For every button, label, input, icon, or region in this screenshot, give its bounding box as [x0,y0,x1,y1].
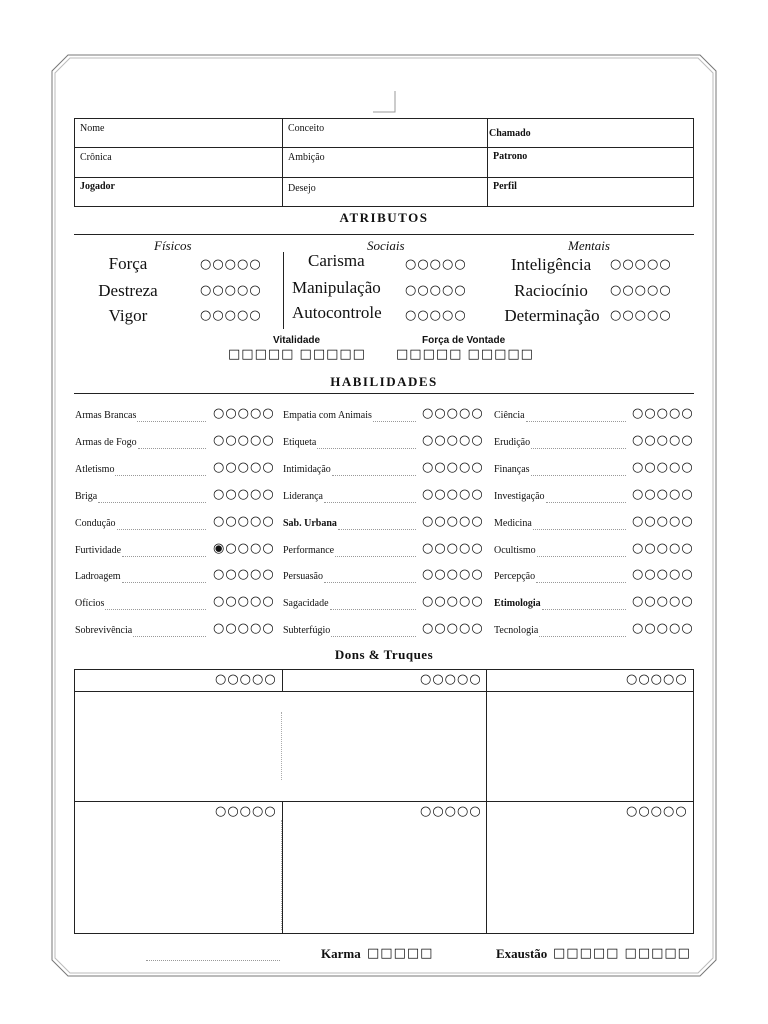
skill-name: Condução [75,518,116,529]
skill-dots[interactable]: ○○○○○ [422,433,484,448]
attr-carisma: Carisma [308,251,365,270]
gift-1-dots[interactable]: ○○○○○ [215,672,277,687]
character-info-table [74,118,694,207]
skill-dots[interactable]: ○○○○○ [213,594,275,609]
skill-name: Sagacidade [283,598,329,609]
gifts-title: Dons & Truques [334,647,434,662]
karma-boxes[interactable]: □□□□□ [367,946,434,961]
skill-dots[interactable]: ○○○○○ [632,487,694,502]
gift-5-dots[interactable]: ○○○○○ [420,804,482,819]
mental-head: Mentais [568,238,610,253]
skill-leader [324,582,416,583]
skill-name: Sab. Urbana [283,518,337,529]
skill-leader [330,609,416,610]
skill-leader [331,636,416,637]
skill-leader [324,502,416,503]
skill-dots[interactable]: ○○○○○ [213,460,275,475]
skill-name: Erudição [494,437,531,448]
exhaustion-boxes[interactable]: □□□□□ □□□□□ [553,946,691,961]
skill-dots[interactable]: ○○○○○ [213,621,275,636]
skill-dots[interactable]: ○○○○○ [213,406,275,421]
skill-name: Liderança [283,491,323,502]
field-jogador[interactable]: Jogador [80,181,115,192]
skill-leader [332,475,416,476]
gift-3-dots[interactable]: ○○○○○ [626,672,688,687]
skill-dots[interactable]: ○○○○○ [632,541,694,556]
attr-inteligencia-dots[interactable]: ○○○○○ [610,257,672,272]
attr-destreza-dots[interactable]: ○○○○○ [200,283,262,298]
skill-name: Ofícios [75,598,105,609]
skill-dots[interactable]: ○○○○○ [422,406,484,421]
skill-dots[interactable]: ○○○○○ [213,567,275,582]
skill-name: Ocultismo [494,545,536,556]
attr-determinacao: Determinação [504,306,600,325]
skill-leader [137,421,206,422]
gifts-grid [74,669,694,934]
field-conceito[interactable]: Conceito [288,123,325,134]
field-chamado[interactable]: Chamado [489,128,531,139]
physical-head: Físicos [154,238,192,253]
skill-leader [526,421,626,422]
skill-dots[interactable]: ○○○○○ [213,514,275,529]
skill-dots[interactable]: ○○○○○ [632,594,694,609]
skill-dots[interactable]: ○○○○○ [632,514,694,529]
skill-leader [317,448,416,449]
skill-name: Percepção [494,571,536,582]
skill-name: Etimologia [494,598,541,609]
footer-line [146,960,280,961]
skill-leader [105,609,206,610]
skill-dots[interactable]: ○○○○○ [422,460,484,475]
skill-dots[interactable]: ○○○○○ [422,541,484,556]
skill-name: Persuasão [283,571,323,582]
skill-dots[interactable]: ○○○○○ [422,594,484,609]
skill-leader [98,502,206,503]
field-nome[interactable]: Nome [80,123,105,134]
skill-leader [115,475,206,476]
attr-forca-dots[interactable]: ○○○○○ [200,257,262,272]
skill-dots[interactable]: ○○○○○ [213,487,275,502]
attr-raciocinio: Raciocínio [514,281,588,300]
skill-leader [533,529,626,530]
attr-carisma-dots[interactable]: ○○○○○ [405,257,467,272]
exhaustion-label: Exaustão [496,946,548,961]
skill-leader [531,448,626,449]
skill-name: Armas de Fogo [75,437,137,448]
skill-leader [531,475,626,476]
attributes-title: ATRIBUTOS [339,210,429,225]
skill-name: Sobrevivência [75,625,133,636]
attr-manipulacao-dots[interactable]: ○○○○○ [405,283,467,298]
field-perfil[interactable]: Perfil [493,181,517,192]
willpower-boxes[interactable]: □□□□□ □□□□□ [396,347,534,362]
attr-destreza: Destreza [98,281,158,300]
skill-name: Briga [75,491,98,502]
skill-name: Tecnologia [494,625,539,636]
skill-name: Intimidação [283,464,331,475]
gift-2-dots[interactable]: ○○○○○ [420,672,482,687]
gift-4-dots[interactable]: ○○○○○ [215,804,277,819]
skill-dots[interactable]: ○○○○○ [632,406,694,421]
vitality-label: Vitalidade [273,335,321,346]
skill-dots[interactable]: ○○○○○ [632,567,694,582]
skill-leader [373,421,416,422]
skill-dots[interactable]: ◉○○○○ [213,541,275,556]
skill-leader [546,502,626,503]
skill-leader [117,529,206,530]
attr-manipulacao: Manipulação [292,278,381,297]
skill-leader [122,556,206,557]
skill-dots[interactable]: ○○○○○ [632,621,694,636]
skill-dots[interactable]: ○○○○○ [632,433,694,448]
skill-name: Performance [283,545,335,556]
skill-leader [537,556,626,557]
skill-name: Atletismo [75,464,115,475]
field-cronica[interactable]: Crônica [80,152,112,163]
field-patrono[interactable]: Patrono [493,151,528,162]
attributes-rule [74,234,694,235]
skill-dots[interactable]: ○○○○○ [422,621,484,636]
skill-name: Finanças [494,464,530,475]
skills-rule [74,393,694,394]
attr-vigor: Vigor [108,306,148,325]
skill-name: Etiqueta [283,437,317,448]
karma-label: Karma [321,946,361,961]
skill-leader [338,529,416,530]
skill-name: Medicina [494,518,532,529]
skill-name: Ciência [494,410,525,421]
attr-vigor-dots[interactable]: ○○○○○ [200,308,262,323]
skill-leader [122,582,206,583]
skill-dots[interactable]: ○○○○○ [422,514,484,529]
attr-forca: Força [108,254,148,273]
skill-dots[interactable]: ○○○○○ [422,567,484,582]
social-head: Sociais [367,238,405,253]
skill-leader [138,448,206,449]
skill-leader [133,636,206,637]
field-ambicao[interactable]: Ambição [288,152,325,163]
skill-name: Ladroagem [75,571,121,582]
skill-name: Investigação [494,491,545,502]
attr-autocontrole-dots[interactable]: ○○○○○ [405,308,467,323]
skill-dots[interactable]: ○○○○○ [632,460,694,475]
skills-title: HABILIDADES [330,374,438,389]
skill-leader [539,636,626,637]
attributes-divider [283,252,284,329]
field-desejo[interactable]: Desejo [288,183,316,194]
attr-autocontrole: Autocontrole [292,303,382,322]
skill-name: Furtividade [75,545,122,556]
gift-6-dots[interactable]: ○○○○○ [626,804,688,819]
attr-determinacao-dots[interactable]: ○○○○○ [610,308,672,323]
skill-leader [542,609,626,610]
skill-leader [335,556,416,557]
skill-dots[interactable]: ○○○○○ [213,433,275,448]
skill-name: Empatia com Animais [283,410,372,421]
skill-dots[interactable]: ○○○○○ [422,487,484,502]
skill-name: Armas Brancas [75,410,137,421]
vitality-boxes[interactable]: □□□□□ □□□□□ [228,347,366,362]
skill-name: Subterfúgio [283,625,331,636]
attr-inteligencia: Inteligência [510,255,592,274]
willpower-label: Força de Vontade [422,335,506,346]
attr-raciocinio-dots[interactable]: ○○○○○ [610,283,672,298]
skill-leader [536,582,626,583]
